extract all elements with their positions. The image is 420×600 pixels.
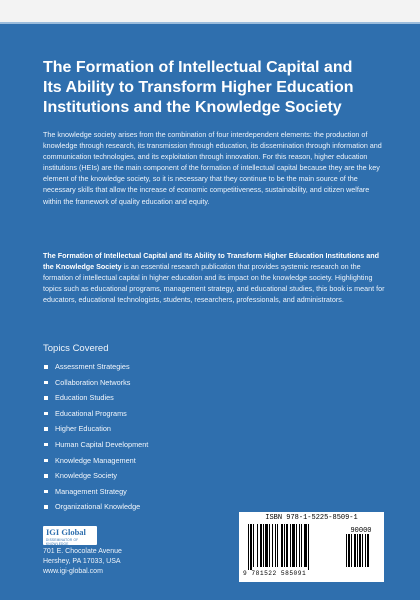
barcode-bar bbox=[257, 524, 258, 567]
top-band bbox=[0, 0, 420, 22]
bullet-icon bbox=[44, 365, 48, 369]
barcode-bar bbox=[275, 524, 276, 567]
bullet-icon bbox=[44, 459, 48, 463]
price-code: 90000 bbox=[350, 527, 372, 535]
barcode-addon-bar bbox=[354, 534, 356, 567]
topic-item bbox=[43, 471, 148, 487]
summary-title-bold: The Formation of Intellectual Capital and Its Ability to Transform Higher Education Institutions and the Knowledge Society bbox=[43, 251, 379, 272]
barcode-bar bbox=[260, 524, 262, 567]
topic-label: Education Studies bbox=[55, 393, 114, 403]
publisher-logo bbox=[43, 526, 97, 545]
topic-item bbox=[43, 487, 148, 503]
barcode-addon-bar bbox=[362, 534, 363, 567]
barcode-bars bbox=[246, 524, 377, 572]
topic-item bbox=[43, 393, 148, 409]
book-title-line: Institutions and the Knowledge Society bbox=[43, 99, 342, 116]
barcode-addon-bar bbox=[359, 534, 361, 567]
publisher-website: www.igi-global.com bbox=[43, 567, 103, 575]
barcode-bar bbox=[272, 524, 273, 567]
barcode-addon-bar bbox=[367, 534, 369, 567]
barcode-bar bbox=[286, 524, 288, 567]
address-line: Hershey, PA 17033, USA bbox=[43, 557, 121, 565]
bullet-icon bbox=[44, 412, 48, 416]
barcode-bar bbox=[301, 524, 302, 567]
bullet-icon bbox=[44, 396, 48, 400]
publisher-address bbox=[43, 547, 122, 576]
barcode-bar bbox=[277, 524, 278, 567]
bullet-icon bbox=[44, 474, 48, 478]
barcode-bar bbox=[253, 524, 254, 567]
bullet-icon bbox=[44, 490, 48, 494]
barcode-bar bbox=[265, 524, 268, 567]
barcode-addon-bar bbox=[348, 534, 350, 567]
isbn-label: ISBN 978-1-5225-8509-1 bbox=[265, 514, 358, 522]
topic-item bbox=[43, 378, 148, 394]
top-divider bbox=[0, 22, 420, 24]
barcode-bar bbox=[308, 524, 309, 570]
topic-label: Human Capital Development bbox=[55, 439, 149, 449]
topic-label: Knowledge Society bbox=[55, 471, 118, 481]
bullet-icon bbox=[44, 443, 48, 447]
topic-label: Higher Education bbox=[55, 424, 111, 434]
bullet-icon bbox=[44, 381, 48, 385]
barcode-bar bbox=[263, 524, 264, 567]
barcode-bar bbox=[248, 524, 249, 570]
book-title bbox=[43, 58, 383, 118]
barcode-bar bbox=[269, 524, 270, 567]
topic-item bbox=[43, 456, 148, 472]
barcode-bar bbox=[281, 524, 283, 567]
barcode-addon-bar bbox=[351, 534, 352, 567]
topic-label: Knowledge Management bbox=[55, 455, 136, 465]
bullet-icon bbox=[44, 427, 48, 431]
address-line: 701 E. Chocolate Avenue bbox=[43, 548, 122, 555]
publisher-logo-tagline: DISSEMINATOR OF KNOWLEDGE bbox=[46, 538, 79, 546]
topic-item bbox=[43, 409, 148, 425]
barcode-block bbox=[239, 512, 384, 582]
topic-item bbox=[43, 440, 148, 456]
topics-heading: Topics Covered bbox=[43, 343, 109, 354]
barcode-bar bbox=[284, 524, 285, 567]
barcode-addon-bar bbox=[346, 534, 347, 567]
barcode-bar bbox=[299, 524, 300, 567]
topic-item bbox=[43, 424, 148, 440]
topic-label: Management Strategy bbox=[55, 486, 127, 496]
barcode-addon-bar bbox=[365, 534, 366, 567]
description-paragraph: The knowledge society arises from the combination of four interdependent elements: the production of knowledge through research, its transmission through education, its dissemination through information and communication technologies, and its exploitation through innovation. For this reason, higher education institutions (HEIs) are the main component of the formation of intellectual capital because they are the key element of the knowledge society, so it is necessary that they continue to be the main source of the necessary skills that allow the increase of economic competitiveness, sustainability, and citizen welfare within the framework of quality education and equity. bbox=[43, 130, 382, 206]
bullet-icon bbox=[44, 505, 48, 509]
summary-text: is an essential research publication that provides systemic research on the formation of intellectual capital in higher education and its impact on the knowledge society. Highlighting topics such as educational programs, management strategy, and educational studies, this book is meant for educators, educational technologists, students, researchers, professionals, and administrators. bbox=[43, 262, 385, 305]
publisher-logo-name: IGI Global bbox=[46, 527, 86, 537]
barcode-bar bbox=[292, 524, 295, 567]
barcode-addon-bar bbox=[357, 534, 358, 567]
topic-label: Assessment Strategies bbox=[55, 362, 130, 371]
barcode-bar bbox=[296, 524, 297, 567]
book-title-line: The Formation of Intellectual Capital and bbox=[43, 59, 353, 76]
topic-label: Organizational Knowledge bbox=[55, 502, 141, 512]
ean-digits: 9 781522 585091 bbox=[243, 570, 307, 577]
topic-label: Collaboration Networks bbox=[55, 377, 131, 387]
topics-list bbox=[43, 362, 148, 518]
barcode-bar bbox=[304, 524, 307, 567]
topic-item bbox=[43, 362, 148, 378]
book-title-line: Its Ability to Transform Higher Education bbox=[43, 79, 354, 96]
summary-paragraph bbox=[43, 250, 385, 305]
topic-label: Educational Programs bbox=[55, 408, 127, 418]
topic-item bbox=[43, 502, 148, 518]
barcode-bar bbox=[290, 524, 291, 567]
barcode-bar bbox=[250, 524, 252, 570]
